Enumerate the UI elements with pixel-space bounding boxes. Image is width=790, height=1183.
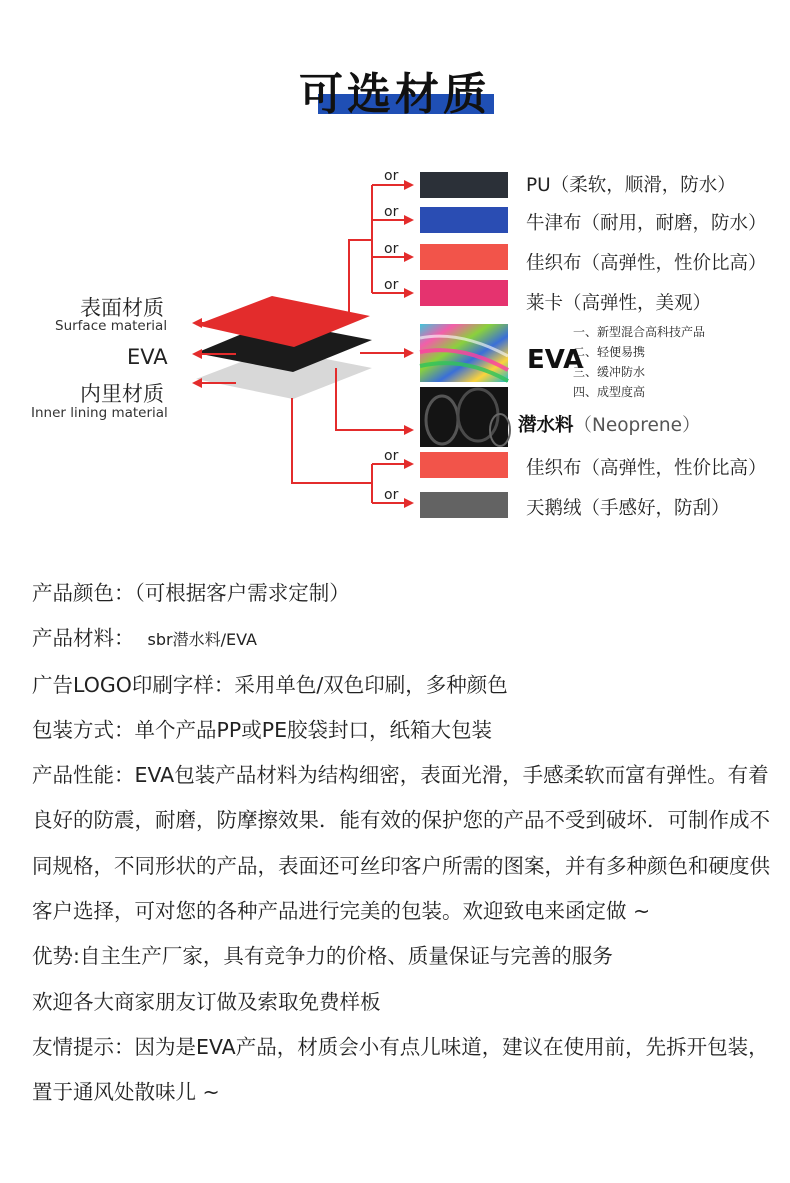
- option-jiazhi-top: 佳织布（高弹性，性价比高）: [526, 253, 767, 274]
- info-performance: 产品性能：EVA包装产品材料为结构细密，表面光滑，手感柔软而富有弹性。有着良好的防震，耐磨，防摩擦效果．能有效的保护您的产品不受到破坏．可制作成不同规格，不同形状的产品，表面还可丝印客户所需的图案，并有多种颜色和硬度供客户选择，可对您的各种产品进行完美的包装。欢迎致电来函定做 ~: [32, 763, 770, 924]
- option-lycra: 莱卡（高弹性，美观）: [526, 293, 712, 314]
- surface-label: 表面材质: [80, 296, 164, 320]
- eva-feature-item: 三、缓冲防水: [573, 365, 646, 379]
- product-info: [32, 571, 772, 1116]
- inner-label: 内里材质: [80, 382, 164, 406]
- eva-colorful-swatch: [420, 324, 508, 382]
- neoprene-cn: 潜水料: [518, 415, 574, 436]
- info-packaging: 包装方式：单个产品PP或PE胶袋封口，纸箱大包装: [32, 717, 493, 742]
- eva-feature-item: 四、成型度高: [573, 385, 646, 399]
- or-label: or: [384, 277, 399, 293]
- neoprene-en: （Neoprene）: [573, 415, 701, 436]
- info-material: [32, 616, 772, 662]
- neoprene-swatch: [420, 387, 510, 447]
- eva-feature-item: 一、新型混合高科技产品: [573, 325, 706, 339]
- lycra-swatch: [420, 280, 508, 306]
- info-advantage: 优势:自主生产厂家，具有竞争力的价格、质量保证与完善的服务: [32, 944, 613, 969]
- eva-feature-item: 二、轻便易携: [573, 345, 646, 359]
- info-material-label: 产品材料：: [32, 626, 135, 651]
- oxford-swatch: [420, 207, 508, 233]
- option-velvet: 天鹅绒（手感好，防刮）: [526, 498, 730, 519]
- surface-sublabel: Surface material: [55, 318, 168, 334]
- or-label: or: [384, 487, 399, 503]
- eva-features: [573, 322, 705, 402]
- info-welcome: 欢迎各大商家朋友订做及索取免费样板: [32, 989, 381, 1014]
- info-tip: 友情提示：因为是EVA产品，材质会小有点儿味道，建议在使用前，先拆开包装，置于通风处散味儿 ~: [32, 1034, 769, 1105]
- or-label: or: [384, 168, 399, 184]
- eva-label: EVA: [127, 345, 168, 369]
- jiazhi-swatch-bottom: [420, 452, 508, 478]
- surface-options-connector: [336, 185, 412, 322]
- option-neoprene: [518, 411, 701, 437]
- info-material-value: sbr潜水料/EVA: [147, 630, 257, 650]
- option-oxford: 牛津布（耐用，耐磨，防水）: [526, 213, 767, 234]
- or-label: or: [384, 241, 399, 257]
- or-label: or: [384, 204, 399, 220]
- inner-sublabel: Inner lining material: [31, 405, 168, 421]
- option-pu: PU（柔软，顺滑，防水）: [526, 175, 736, 196]
- jiazhi-swatch-top: [420, 244, 508, 270]
- page-title: 可选材质: [299, 69, 491, 120]
- pu-swatch: [420, 172, 508, 198]
- info-color: 产品颜色：（可根据客户需求定制）: [32, 581, 350, 605]
- eva-block-label: EVA: [527, 345, 584, 375]
- velvet-swatch: [420, 492, 508, 518]
- option-jiazhi-bottom: 佳织布（高弹性，性价比高）: [526, 458, 767, 479]
- or-label: or: [384, 448, 399, 464]
- info-logo: 广告LOGO印刷字样：采用单色/双色印刷，多种颜色: [32, 672, 508, 697]
